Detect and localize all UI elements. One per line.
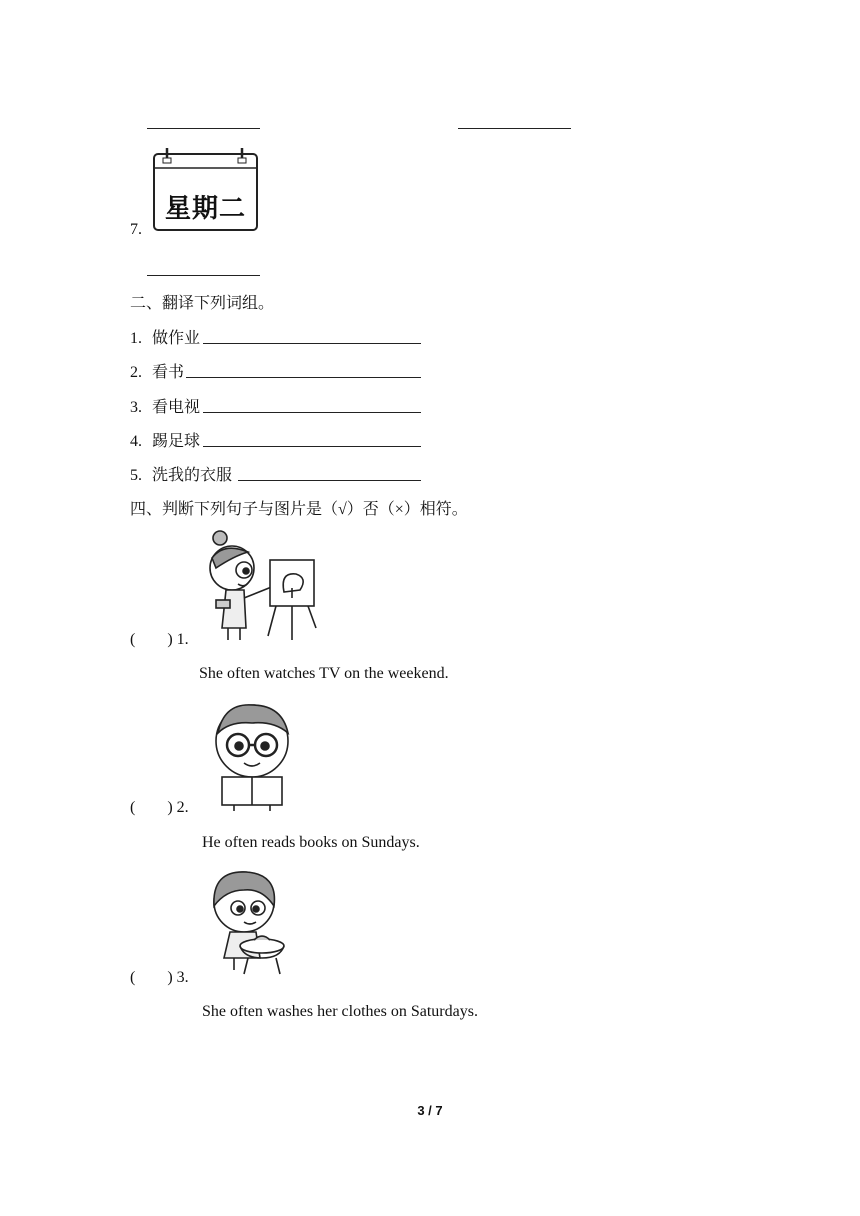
translate-item-5: [130, 462, 232, 485]
translate-item-4: [130, 428, 200, 451]
item-number: 2.: [130, 364, 142, 381]
judge-item-2: [130, 799, 189, 817]
item-number: 4.: [130, 433, 142, 450]
translate-item-1: [130, 325, 200, 348]
calendar-text: 星期二: [165, 194, 247, 224]
answer-parentheses[interactable]: ( ): [130, 969, 173, 986]
girl-painting-icon: [204, 528, 322, 644]
judge-item-3: [130, 969, 189, 987]
translate-blank-5[interactable]: [238, 480, 421, 481]
item-text: 洗我的衣服: [152, 467, 233, 484]
page-number: 3 / 7: [417, 1103, 443, 1118]
judge-sentence-2: He often reads books on Sundays.: [202, 834, 420, 851]
boy-reading-icon: [204, 699, 300, 811]
translate-blank-4[interactable]: [203, 446, 421, 447]
answer-blank-7[interactable]: [147, 275, 260, 276]
item-number: 3.: [130, 399, 142, 416]
item-number: 1.: [176, 631, 189, 648]
translate-blank-3[interactable]: [203, 412, 421, 413]
translate-item-2: [130, 359, 184, 382]
judge-sentence-1: She often watches TV on the weekend.: [199, 665, 449, 682]
answer-parentheses[interactable]: ( ): [130, 631, 173, 648]
item-text: 踢足球: [152, 433, 201, 450]
question-7-number: 7.: [130, 221, 142, 238]
boy-reading-picture: [204, 699, 300, 811]
section-4-title: 四、判断下列句子与图片是（√）否（×）相符。: [130, 501, 468, 518]
section-2-title: 二、翻译下列词组。: [130, 295, 275, 312]
girl-washing-icon: [204, 866, 292, 978]
answer-blank-right[interactable]: [458, 128, 571, 129]
item-text: 看电视: [152, 399, 201, 416]
item-number: 3.: [176, 969, 189, 986]
translate-item-3: [130, 394, 200, 417]
item-number: 2.: [176, 799, 189, 816]
item-text: 看书: [152, 364, 185, 381]
calendar-picture: [153, 148, 259, 232]
item-number: 1.: [130, 330, 142, 347]
judge-sentence-3: She often washes her clothes on Saturdays.: [202, 1003, 478, 1020]
judge-item-1: [130, 631, 189, 649]
girl-painting-picture: [204, 528, 322, 644]
translate-blank-1[interactable]: [203, 343, 421, 344]
item-text: 做作业: [152, 330, 201, 347]
translate-blank-2[interactable]: [186, 377, 421, 378]
answer-parentheses[interactable]: ( ): [130, 799, 173, 816]
answer-blank-left[interactable]: [147, 128, 260, 129]
item-number: 5.: [130, 467, 142, 484]
girl-washing-picture: [204, 866, 292, 978]
